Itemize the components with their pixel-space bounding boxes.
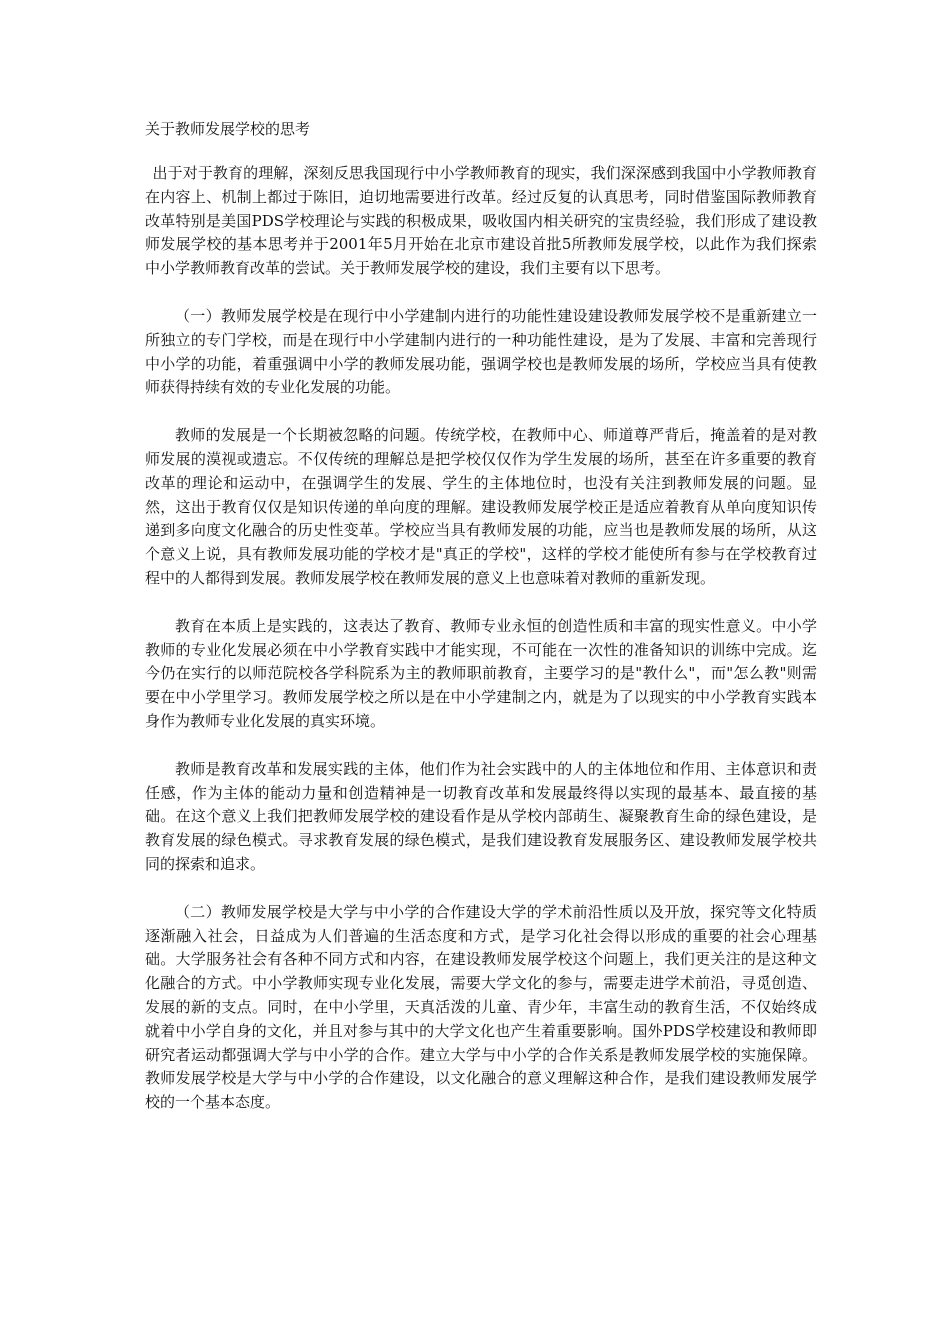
paragraph-section-two: （二）教师发展学校是大学与中小学的合作建设大学的学术前沿性质以及开放，探究等文化特质逐渐融入社会，日益成为人们普遍的生活态度和方式，是学习化社会得以形成的重要的社会心理基础。大学服务社会有各种不同方式和内容，在建设教师发展学校这个问题上，我们更关注的是这种文化融合的方式。中小学教师实现专业化发展，需要大学文化的参与，需要走进学术前沿，寻觅创造、发展的新的支点。同时，在中小学里，天真活泼的儿童、青少年，丰富生动的教育生活，不仅始终成就着中小学自身的文化，并且对参与其中的大学文化也产生着重要影响。国外PDS学校建设和教师即研究者运动都强调大学与中小学的合作。建立大学与中小学的合作关系是教师发展学校的实施保障。教师发展学校是大学与中小学的合作建设，以文化融合的意义理解这种合作，是我们建设教师发展学校的一个基本态度。 <box>145 902 817 1112</box>
paragraph-practice: 教育在本质上是实践的，这表达了教育、教师专业永恒的创造性质和丰富的现实性意义。中小学教师的专业化发展必须在中小学教育实践中才能实现，不可能在一次性的准备知识的训练中完成。迄今仍在实行的以师范院校各学科院系为主的教师职前教育，主要学习的是"教什么"，而"怎么教"则需要在中小学里学习。教师发展学校之所以是在中小学建制之内，就是为了以现实的中小学教育实践本身作为教师专业化发展的真实环境。 <box>145 616 817 730</box>
paragraph-intro: 出于对于教育的理解，深刻反思我国现行中小学教师教育的现实，我们深深感到我国中小学教师教育在内容上、机制上都过于陈旧，迫切地需要进行改革。经过反复的认真思考，同时借鉴国际教师教育改革特别是美国PDS学校理论与实践的积极成果，吸收国内相关研究的宝贵经验，我们形成了建设教师发展学校的基本思考并于2001年5月开始在北京市建设首批5所教师发展学校，以此作为我们探索中小学教师教育改革的尝试。关于教师发展学校的建设，我们主要有以下思考。 <box>145 164 817 278</box>
document-page <box>145 118 817 1139</box>
paragraph-teacher-subject: 教师是教育改革和发展实践的主体，他们作为社会实践中的人的主体地位和作用、主体意识和责任感，作为主体的能动力量和创造精神是一切教育改革和发展最终得以实现的最基本、最直接的基础。在这个意义上我们把教师发展学校的建设看作是从学校内部萌生、凝聚教育生命的绿色建设，是教育发展的绿色模式。寻求教育发展的绿色模式，是我们建设教育发展服务区、建设教师发展学校共同的探索和追求。 <box>145 759 817 873</box>
paragraph-teacher-development: 教师的发展是一个长期被忽略的问题。传统学校，在教师中心、师道尊严背后，掩盖着的是对教师发展的漠视或遗忘。不仅传统的理解总是把学校仅仅作为学生发展的场所，甚至在许多重要的教育改革的理论和运动中，在强调学生的发展、学生的主体地位时，也没有关注到教师发展的问题。显然，这出于教育仅仅是知识传递的单向度的理解。建设教师发展学校正是适应着教育从单向度知识传递到多向度文化融合的历史性变革。学校应当具有教师发展的功能，应当也是教师发展的场所，从这个意义上说，具有教师发展功能的学校才是"真正的学校"，这样的学校才能使所有参与在学校教育过程中的人都得到发展。教师发展学校在教师发展的意义上也意味着对教师的重新发现。 <box>145 426 817 587</box>
paragraph-section-one: （一）教师发展学校是在现行中小学建制内进行的功能性建设建设教师发展学校不是重新建立一所独立的专门学校，而是在现行中小学建制内进行的一种功能性建设，是为了发展、丰富和完善现行中小学的功能，着重强调中小学的教师发展功能，强调学校也是教师发展的场所，学校应当具有使教师获得持续有效的专业化发展的功能。 <box>145 306 817 397</box>
document-title: 关于教师发展学校的思考 <box>145 120 311 138</box>
